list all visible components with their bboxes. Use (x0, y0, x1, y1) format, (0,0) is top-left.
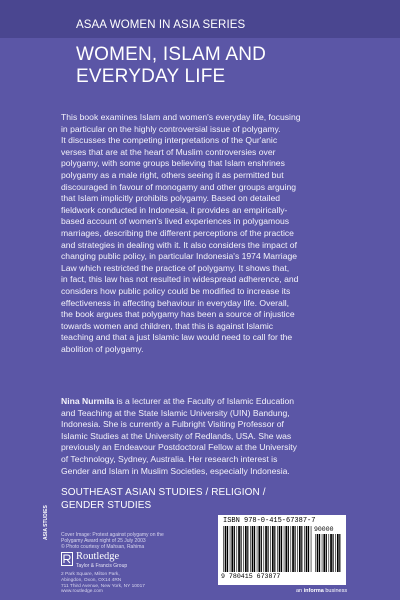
barcode-bar (330, 534, 332, 572)
barcode-bar (234, 526, 235, 572)
barcode-bar (326, 534, 327, 572)
author-name: Nina Nurmila (61, 396, 115, 406)
barcode-bar (241, 526, 242, 572)
publisher-name: Routledge (76, 551, 120, 562)
barcode-bar (306, 526, 308, 572)
barcode-bar (323, 534, 325, 572)
barcode-bar (238, 526, 240, 572)
bio-line: Gender and Islam in Muslim Societies, especially Indonesia. (61, 465, 290, 476)
barcode-bar (261, 526, 262, 572)
barcode-bar (230, 526, 231, 572)
barcode-bar (319, 534, 320, 572)
price-code: 90000 (314, 526, 334, 533)
address-line: Abingdon, Oxon, OX14 4RN (61, 577, 122, 583)
description-line: teaching and that a just Islamic law would need to call for the (61, 332, 293, 343)
bio-line: and Teaching at the State Islamic University (UIN) Bandung, (61, 407, 290, 418)
barcode-bar (268, 526, 269, 572)
isbn-text: ISBN 978-0-415-67387-7 (223, 517, 316, 525)
description-line: considers how public policy could be modified to increase its (61, 285, 291, 296)
barcode-bar (299, 526, 301, 572)
bio-line: previously an Endeavour Postdoctoral Fellow at the University (61, 442, 297, 453)
informa-suffix: business (323, 588, 348, 594)
barcode-bar (223, 526, 224, 572)
barcode-bars (222, 526, 312, 572)
barcode-bar (272, 526, 274, 572)
barcode-bar (258, 526, 260, 572)
description-line: the book argues that polygamy has been a source of injustice (61, 309, 295, 320)
imprint-vertical-label: ASIA STUDIES (43, 505, 49, 540)
series-band (0, 0, 400, 38)
barcode-bar (250, 526, 251, 572)
description-line: and strategies in dealing with it. It also considers the impact of (61, 239, 297, 250)
description-line: towards women and children, that this is against Islamic (61, 320, 274, 331)
barcode-bar (335, 534, 336, 572)
cover-image-credit (61, 533, 191, 550)
barcode-bar (274, 526, 275, 572)
barcode-bar (257, 526, 258, 572)
barcode-bar (265, 526, 267, 572)
address-line: www.routledge.com (61, 589, 103, 595)
subject-line: SOUTHEAST ASIAN STUDIES / RELIGION / (61, 487, 266, 498)
address-line: 2 Park Square, Milton Park, (61, 572, 120, 577)
barcode-bar (237, 526, 238, 572)
barcode-bar (322, 534, 323, 572)
barcode-bar (281, 526, 282, 572)
barcode-bar (227, 526, 228, 572)
subject-categories (61, 487, 341, 512)
barcode-bar (311, 526, 312, 572)
author-bio (61, 396, 347, 477)
publisher-subtitle: Taylor & Francis Group (76, 563, 128, 569)
barcode-bar (264, 526, 265, 572)
description-line: Law which restricted the practice of polygamy. It shows that, (61, 262, 290, 273)
barcode-bar (292, 526, 294, 572)
credit-line: Cover Image: Protest against polygamy on the (61, 532, 164, 538)
barcode-bar (295, 526, 296, 572)
description-line: marriages, describing the different perceptions of the practice (61, 227, 294, 238)
description-line: abolition of polygamy. (61, 343, 144, 354)
title-line: EVERYDAY LIFE (76, 66, 226, 87)
publisher-address (61, 572, 181, 595)
subject-line: GENDER STUDIES (61, 499, 152, 511)
barcode-bar (301, 526, 302, 572)
barcode-bar (252, 526, 254, 572)
barcode-bar (285, 526, 287, 572)
credit-line: © Photo courtesy of Mahsan, Rahima (61, 543, 145, 550)
addon-barcode-bars (314, 534, 342, 572)
barcode-bar (291, 526, 292, 572)
description-line: polygamy as a male right, others seeing it as permitted but (61, 169, 284, 180)
bio-line: Indonesia. She is currently a Fulbright Visiting Professor of (61, 419, 284, 430)
series-label: ASAA WOMEN IN ASIA SERIES (76, 19, 246, 31)
description-line: in fact, this law has not resulted in widespread adherence, and (61, 274, 299, 285)
barcode-bar (304, 526, 305, 572)
barcode-bar (247, 526, 248, 572)
bio-line: Islamic Studies at the University of Redlands, USA. She was (61, 430, 292, 441)
barcode-bar (254, 526, 255, 572)
barcode-bar (243, 526, 244, 572)
informa-brand: informa (303, 588, 324, 594)
bio-first-line-text: is a lecturer at the Faculty of Islamic Education (114, 396, 295, 406)
address-line: 711 Third Avenue, New York, NY 10017 (61, 583, 145, 589)
barcode-bar (225, 526, 227, 572)
description-line: polygamy, with some groups believing that Islam enshrines (61, 158, 285, 169)
description-line: in particular on the highly controversial issue of polygamy. (61, 123, 281, 134)
description-line: changing public policy, in particular Indonesia's 1974 Marriage (61, 251, 298, 262)
description-line: based account of women's lived experiences in polygamous (61, 216, 290, 227)
credit-line: Polygamy Award night of 25 July 2003 (61, 537, 146, 544)
book-title (76, 44, 376, 88)
isbn-barcode (218, 515, 346, 585)
description-line: that Islam implicitly prohibits polygamy. Based on detailed (61, 193, 281, 204)
barcode-bar (317, 534, 319, 572)
informa-prefix: an (296, 588, 304, 594)
bio-first-line (61, 396, 347, 408)
barcode-bar (339, 534, 340, 572)
routledge-mark-icon (61, 552, 73, 566)
barcode-bar (277, 526, 278, 572)
barcode-bar (279, 526, 281, 572)
routledge-logo (61, 552, 131, 568)
barcode-bar (245, 526, 247, 572)
barcode-bar (337, 534, 339, 572)
barcode-bar (231, 526, 233, 572)
barcode-bar (270, 526, 271, 572)
barcode-bar (297, 526, 298, 572)
description-line: verses that are at the heart of Muslim controversies over (61, 146, 276, 157)
description-line: effectiveness in affecting behaviour in everyday life. Overall, (61, 297, 290, 308)
description-line: This book examines Islam and women's everyday life, focusing (61, 112, 301, 122)
bio-line: of Technology, Sydney, Australia. Her research interest is (61, 453, 278, 464)
description-line: discouraged in favour of monogamy and other groups arguing (61, 181, 297, 192)
barcode-digits: 9 780415 673877 (221, 573, 281, 580)
title-line: WOMEN, ISLAM AND (76, 44, 267, 65)
barcode-bar (333, 534, 334, 572)
barcode-bar (329, 534, 330, 572)
description-line: fieldwork conducted in Indonesia, it provides an empirically- (61, 204, 288, 215)
barcode-bar (288, 526, 289, 572)
informa-business-tag (296, 588, 347, 594)
barcode-bar (284, 526, 285, 572)
book-description (61, 112, 347, 355)
barcode-bar (315, 534, 316, 572)
barcode-bar (308, 526, 309, 572)
description-line: It discusses the competing interpretations of the Qur'anic (61, 135, 278, 146)
